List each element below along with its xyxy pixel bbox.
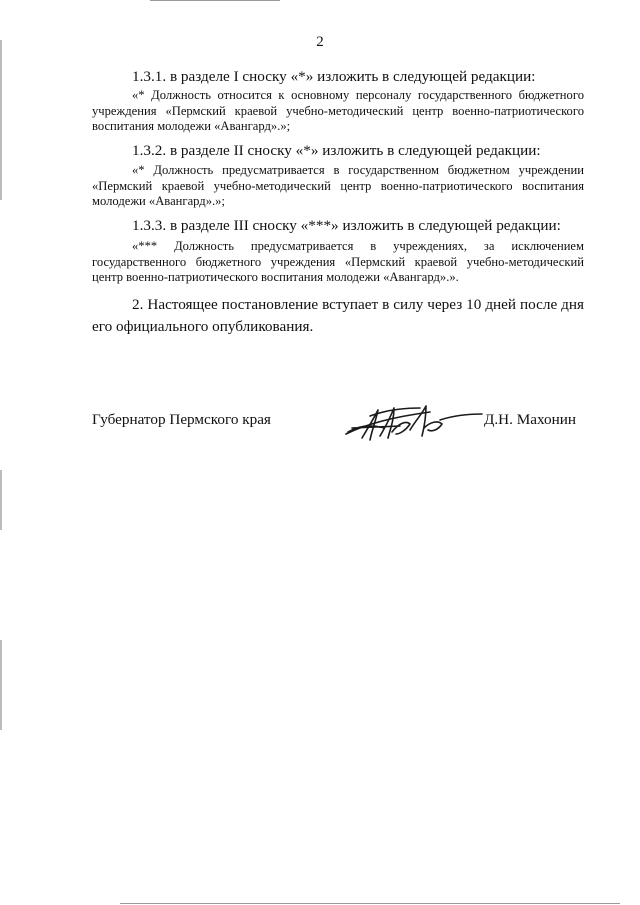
- margin-mark-bottom: [0, 640, 2, 730]
- clause-1-3-1: 1.3.1. в разделе I сноску «*» изложить в следующей редакции:: [132, 68, 536, 85]
- margin-mark-mid: [0, 470, 2, 530]
- scan-edge-top: [150, 0, 280, 1]
- margin-mark-top: [0, 40, 2, 200]
- signatory-position: Губернатор Пермского края: [92, 411, 271, 428]
- signatory-name: Д.Н. Махонин: [484, 411, 576, 428]
- page-number: 2: [316, 34, 324, 50]
- handwritten-signature: [340, 398, 485, 444]
- clause-1-3-2-footnote: «* Должность предусматривается в государственном бюджетном учреждении «Пермский краевой учебно-методический центр военно-патриотического воспитания молодежи «Авангард».»;: [92, 163, 584, 208]
- clause-1-3-3: 1.3.3. в разделе III сноску «***» изложить в следующей редакции:: [132, 217, 561, 234]
- clause-2: 2. Настоящее постановление вступает в силу через 10 дней после дня его официального опубликования.: [92, 296, 584, 335]
- clause-1-3-1-footnote: «* Должность относится к основному персоналу государственного бюджетного учреждения «Пермский краевой учебно-методический центр военно-патриотического воспитания молодежи «Авангард».»;: [92, 88, 584, 133]
- clause-1-3-3-footnote: «*** Должность предусматривается в учреждениях, за исключением государственного бюджетного учреждения «Пермский краевой учебно-методический центр военно-патриотического воспитания молодежи «Авангард».».: [92, 239, 584, 284]
- scan-edge-bottom: [120, 903, 620, 904]
- clause-1-3-2: 1.3.2. в разделе II сноску «*» изложить в следующей редакции:: [132, 142, 541, 159]
